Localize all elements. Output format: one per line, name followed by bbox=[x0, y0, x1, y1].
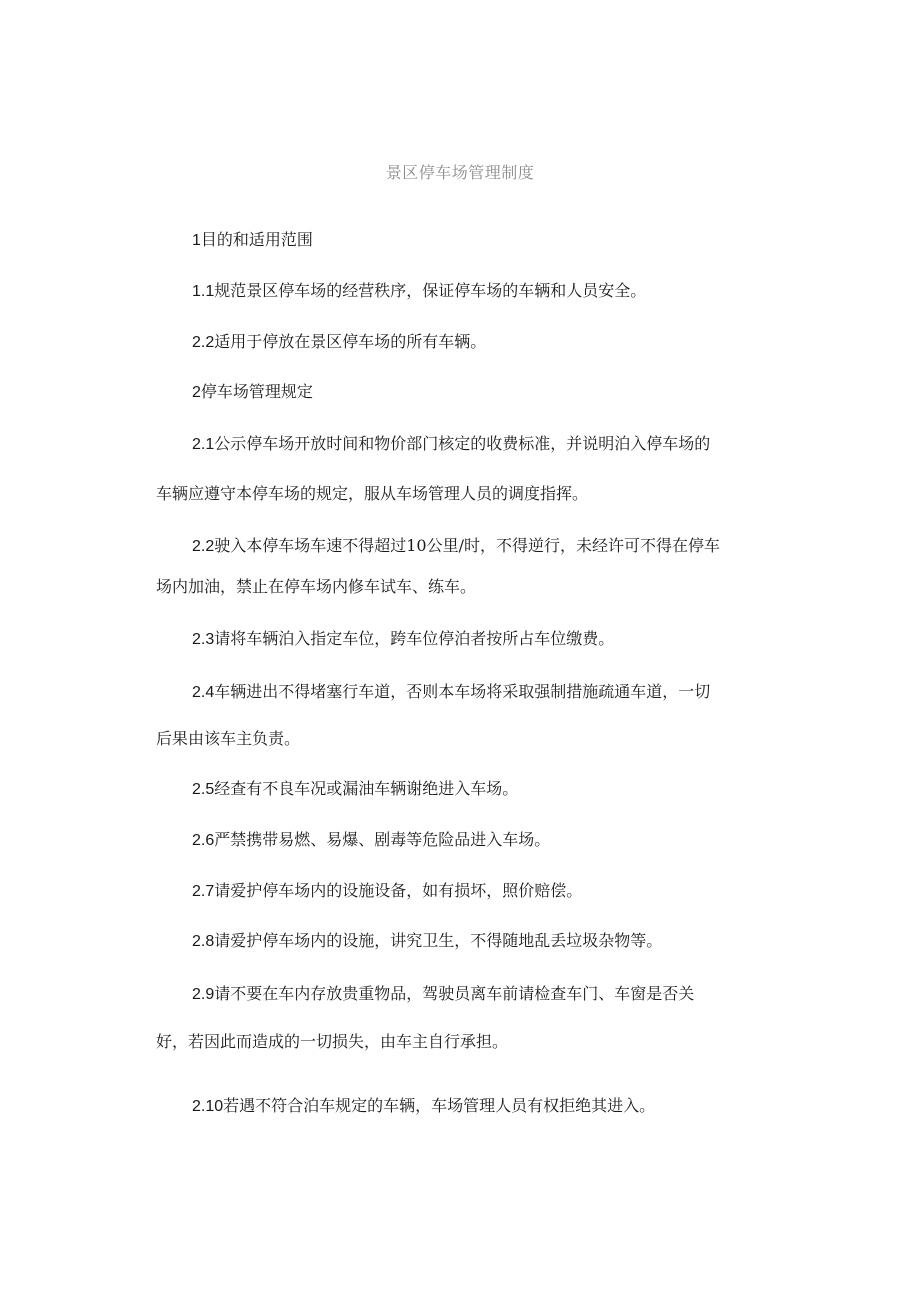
clause-line bbox=[192, 982, 694, 1007]
clause-continuation bbox=[156, 575, 476, 599]
line-number: 2.2 bbox=[192, 538, 215, 555]
line-number: 2.10 bbox=[192, 1098, 224, 1115]
clause-continuation bbox=[156, 1030, 508, 1054]
clause-line bbox=[192, 627, 614, 652]
line-text: 请爱护停车场内的设施，讲究卫生，不得随地乱丢垃圾杂物等。 bbox=[214, 931, 663, 950]
line-number: 2.6 bbox=[192, 832, 215, 849]
line-number: 2.9 bbox=[192, 986, 215, 1003]
line-number: 2 bbox=[192, 384, 201, 401]
clause-line bbox=[192, 279, 646, 304]
line-text: 驶入本停车场车速不得超过10公里/时，不得逆行，未经许可不得在停车 bbox=[214, 536, 721, 555]
line-text: 请不要在车内存放贵重物品，驾驶员离车前请检查车门、车窗是否关 bbox=[214, 984, 695, 1003]
line-text: 请将车辆泊入指定车位，跨车位停泊者按所占车位缴费。 bbox=[214, 629, 615, 648]
clause-line bbox=[192, 879, 582, 904]
line-text: 经查有不良车况或漏油车辆谢绝进入车场。 bbox=[214, 779, 519, 798]
line-number: 1 bbox=[192, 232, 201, 249]
clause-line bbox=[192, 1094, 655, 1119]
line-text: 若遇不符合泊车规定的车辆，车场管理人员有权拒绝其进入。 bbox=[223, 1096, 656, 1115]
line-text: 场内加油，禁止在停车场内修车试车、练车。 bbox=[156, 577, 477, 596]
clause-line bbox=[192, 432, 710, 457]
line-number: 2.7 bbox=[192, 883, 215, 900]
section-heading bbox=[192, 380, 313, 405]
line-text: 好，若因此而造成的一切损失，由车主自行承担。 bbox=[156, 1032, 509, 1051]
line-text: 公示停车场开放时间和物价部门核定的收费标准，并说明泊入停车场的 bbox=[214, 434, 711, 453]
line-text: 车辆进出不得堵塞行车道，否则本车场将采取强制措施疏通车道，一切 bbox=[214, 682, 711, 701]
line-text: 请爱护停车场内的设施设备，如有损坏，照价赔偿。 bbox=[214, 881, 583, 900]
line-text: 停车场管理规定 bbox=[200, 382, 313, 401]
clause-line bbox=[192, 680, 710, 705]
line-number: 2.3 bbox=[192, 631, 215, 648]
line-text: 适用于停放在景区停车场的所有车辆。 bbox=[214, 332, 487, 351]
line-text: 严禁携带易燃、易爆、剧毒等危险品进入车场。 bbox=[214, 830, 551, 849]
line-text: 车辆应遵守本停车场的规定，服从车场管理人员的调度指挥。 bbox=[156, 484, 589, 503]
line-number: 2.8 bbox=[192, 933, 215, 950]
section-heading bbox=[192, 228, 313, 253]
line-text: 目的和适用范围 bbox=[200, 230, 313, 249]
document-title: 景区停车场管理制度 bbox=[385, 163, 535, 182]
line-number: 2.4 bbox=[192, 684, 215, 701]
clause-line bbox=[192, 929, 662, 954]
clause-line bbox=[192, 777, 518, 802]
line-number: 2.2 bbox=[192, 334, 215, 351]
clause-continuation bbox=[156, 482, 588, 506]
line-number: 2.1 bbox=[192, 436, 215, 453]
clause-line bbox=[192, 534, 720, 559]
clause-continuation bbox=[156, 727, 300, 751]
line-number: 2.5 bbox=[192, 781, 215, 798]
clause-line bbox=[192, 828, 550, 853]
line-text: 后果由该车主负责。 bbox=[156, 729, 301, 748]
line-number: 1.1 bbox=[192, 283, 215, 300]
line-text: 规范景区停车场的经营秩序，保证停车场的车辆和人员安全。 bbox=[214, 281, 647, 300]
clause-line bbox=[192, 330, 486, 355]
